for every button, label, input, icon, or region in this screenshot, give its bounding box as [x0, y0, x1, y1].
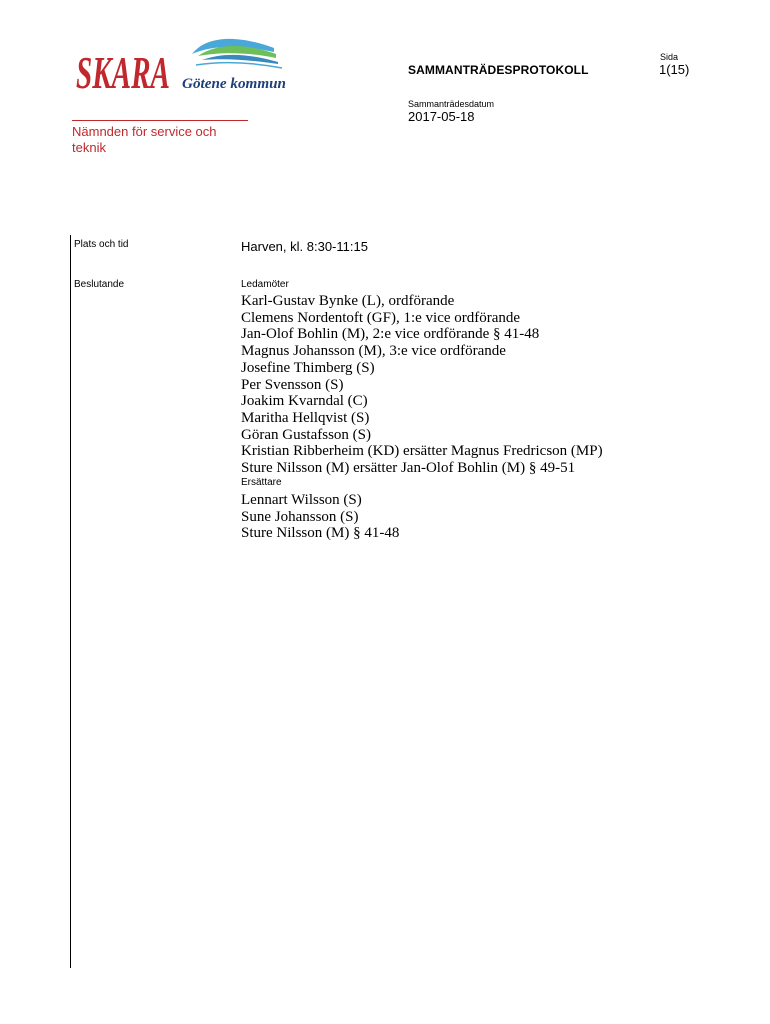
- member-item: Jan-Olof Bohlin (M), 2:e vice ordförande § 41-48: [241, 326, 540, 343]
- member-item: Josefine Thimberg (S): [241, 359, 375, 376]
- members-heading: Ledamöter: [241, 279, 289, 290]
- substitute-item: Sture Nilsson (M) § 41-48: [241, 525, 400, 542]
- members-list: [241, 293, 603, 477]
- member-item: Maritha Hellqvist (S): [241, 409, 370, 426]
- place-and-time: Harven, kl. 8:30-11:15: [241, 239, 368, 254]
- svg-text:SKARA: SKARA: [76, 48, 170, 94]
- meeting-date-label: Sammanträdesdatum: [408, 99, 495, 109]
- skara-logo: [76, 48, 172, 94]
- page-label: Sida: [660, 52, 679, 62]
- page-number: 1(15): [659, 62, 690, 77]
- member-item: Göran Gustafsson (S): [241, 426, 371, 443]
- member-item: Joakim Kvarndal (C): [241, 393, 368, 410]
- substitute-item: Sune Johansson (S): [241, 508, 359, 525]
- committee-name: Nämnden för service och teknik: [72, 124, 217, 155]
- substitute-item: Lennart Wilsson (S): [241, 492, 362, 508]
- header-divider: [72, 120, 248, 121]
- svg-text:Götene kommun: Götene kommun: [182, 76, 286, 92]
- deciding-label: Beslutande: [74, 279, 125, 290]
- member-item: Magnus Johansson (M), 3:e vice ordförande: [241, 343, 506, 360]
- meeting-date: 2017-05-18: [408, 109, 475, 124]
- member-item: Clemens Nordentoft (GF), 1:e vice ordförande: [241, 309, 521, 326]
- place-label: Plats och tid: [74, 239, 129, 250]
- substitutes-list: [241, 492, 399, 542]
- left-margin-rule: [70, 235, 71, 968]
- member-item: Karl-Gustav Bynke (L), ordförande: [241, 293, 455, 309]
- gotene-kommun-logo: [178, 32, 290, 94]
- substitutes-heading: Ersättare: [241, 477, 282, 488]
- member-item: Per Svensson (S): [241, 376, 344, 393]
- member-item: Sture Nilsson (M) ersätter Jan-Olof Bohlin (M) § 49-51: [241, 460, 576, 477]
- member-item: Kristian Ribberheim (KD) ersätter Magnus Fredricson (MP): [241, 443, 603, 460]
- document-title: SAMMANTRÄDESPROTOKOLL: [408, 63, 589, 77]
